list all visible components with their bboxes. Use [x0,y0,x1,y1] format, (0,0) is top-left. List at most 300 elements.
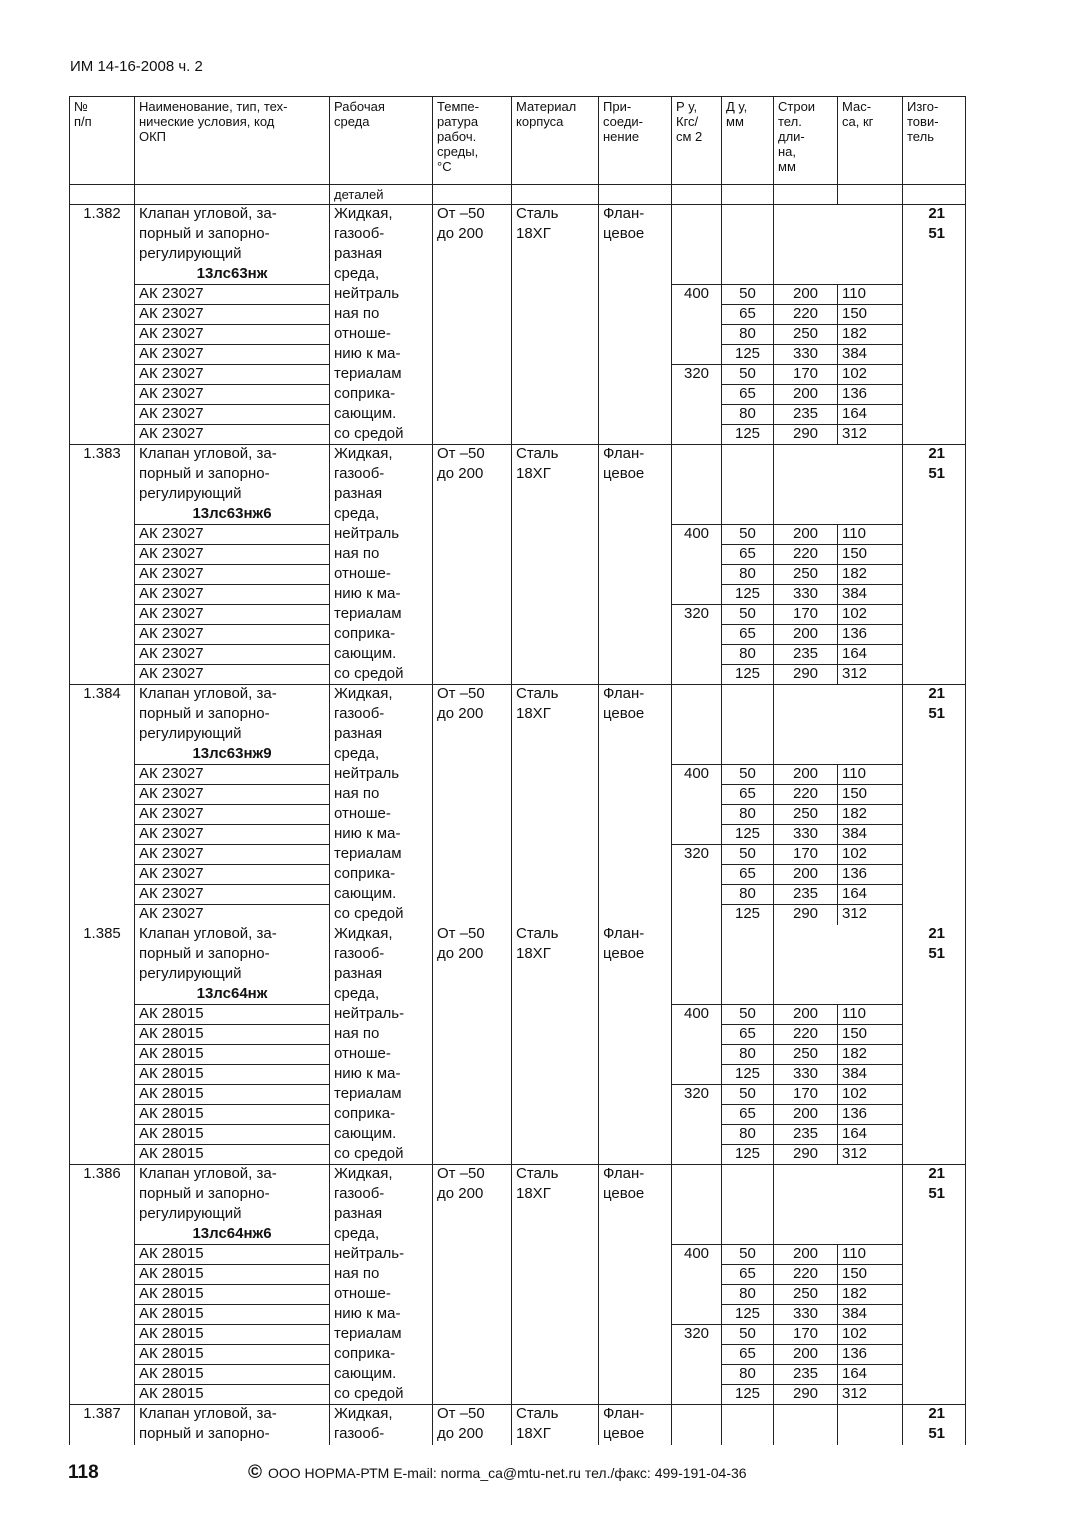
table-row [70,1105,966,1125]
item-diameter: 50 [722,525,774,545]
item-length: 200 [774,1005,838,1025]
item-title-line: порный и запорно- [135,1425,330,1445]
item-length: 170 [774,605,838,625]
item-okp-code: АК 23027 [135,365,330,385]
item-diameter: 125 [722,1305,774,1325]
table-header-row [70,97,966,185]
table-row [70,1185,966,1205]
item-diameter: 65 [722,1105,774,1125]
col-header-maker: Изго- тови- тель [903,97,966,185]
item-length: 200 [774,385,838,405]
item-diameter: 80 [722,565,774,585]
item-connection: цевое [599,1185,672,1205]
item-okp-code: АК 23027 [135,765,330,785]
item-okp-code: АК 28015 [135,1345,330,1365]
item-okp-code: АК 23027 [135,885,330,905]
item-pressure: 400 [672,285,722,305]
item-pressure [672,1025,722,1045]
document-header: ИМ 14-16-2008 ч. 2 [70,58,203,75]
item-diameter: 65 [722,1345,774,1365]
col-header-py: Р у, Кгс/ см 2 [672,97,722,185]
table-row [70,545,966,565]
item-medium-line: сающим. [330,405,433,425]
table-row [70,325,966,345]
table-row [70,785,966,805]
item-medium-line: среда, [330,985,433,1005]
item-okp-code: АК 23027 [135,605,330,625]
table-row [70,1345,966,1365]
item-model: 13лс63нж9 [135,745,330,765]
item-mass: 164 [838,1125,903,1145]
table-row [70,245,966,265]
item-medium-line: Жидкая, [330,1405,433,1425]
item-medium-line: Жидкая, [330,445,433,465]
item-length: 220 [774,1025,838,1045]
item-number: 1.384 [70,685,135,705]
item-okp-code: АК 23027 [135,665,330,685]
item-medium-line: ная по [330,1265,433,1285]
item-medium-line: сающим. [330,885,433,905]
table-row [70,1425,966,1445]
item-temperature: От –50 [433,1405,512,1425]
table-row [70,1005,966,1025]
item-medium-line: Жидкая, [330,925,433,945]
item-okp-code: АК 23027 [135,845,330,865]
item-mass: 136 [838,865,903,885]
item-mass: 164 [838,885,903,905]
valve-catalog-table [69,96,966,1445]
item-okp-code: АК 23027 [135,525,330,545]
table-row [70,1025,966,1045]
item-length: 250 [774,565,838,585]
item-material: 18ХГ [512,1185,599,1205]
item-diameter: 80 [722,1365,774,1385]
item-length: 235 [774,885,838,905]
carry-over-row [70,185,966,205]
table-row [70,1285,966,1305]
item-medium-line: газооб- [330,705,433,725]
item-medium-line: териалам [330,845,433,865]
item-length: 200 [774,1345,838,1365]
item-medium-line: соприка- [330,1105,433,1125]
item-model: 13лс63нж [135,265,330,285]
item-model: 13лс63нж6 [135,505,330,525]
item-okp-code: АК 23027 [135,305,330,325]
item-temperature: до 200 [433,1185,512,1205]
item-medium-line: териалам [330,605,433,625]
item-okp-code: АК 28015 [135,1365,330,1385]
table-row [70,1305,966,1325]
item-diameter: 125 [722,825,774,845]
table-row [70,345,966,365]
item-diameter: 125 [722,905,774,925]
item-length: 220 [774,545,838,565]
item-medium-line: нию к ма- [330,585,433,605]
item-mass: 384 [838,825,903,845]
item-medium-line: Жидкая, [330,1165,433,1185]
item-okp-code: АК 23027 [135,325,330,345]
table-body [70,205,966,1445]
item-length: 290 [774,665,838,685]
item-title-line: порный и запорно- [135,1185,330,1205]
table-row [70,1165,966,1185]
table-row [70,985,966,1005]
item-number: 1.386 [70,1165,135,1185]
item-diameter: 65 [722,785,774,805]
item-mass: 384 [838,1305,903,1325]
item-pressure [672,585,722,605]
item-pressure [672,1065,722,1085]
table-row [70,1365,966,1385]
item-medium-line: нейтраль [330,765,433,785]
item-mass: 312 [838,905,903,925]
item-diameter: 125 [722,665,774,685]
item-pressure: 320 [672,845,722,865]
item-length: 220 [774,1265,838,1285]
item-pressure [672,1365,722,1385]
table-row [70,825,966,845]
item-connection: Флан- [599,445,672,465]
item-okp-code: АК 28015 [135,1065,330,1085]
item-length: 330 [774,1065,838,1085]
table-row [70,1205,966,1225]
table-row [70,665,966,685]
col-header-length: Строи тел. дли- на, мм [774,97,838,185]
item-length: 330 [774,825,838,845]
item-diameter: 50 [722,1005,774,1025]
item-title-line: порный и запорно- [135,225,330,245]
item-mass: 136 [838,1105,903,1125]
item-medium-line: соприка- [330,865,433,885]
item-pressure: 400 [672,1005,722,1025]
item-mass: 312 [838,1385,903,1405]
item-medium-line: разная [330,725,433,745]
col-header-medium: Рабочая среда [330,97,433,185]
item-diameter: 125 [722,425,774,445]
item-mass: 102 [838,605,903,625]
item-mass: 110 [838,285,903,305]
item-mass: 110 [838,525,903,545]
item-connection: Флан- [599,1405,672,1425]
item-medium-line: отноше- [330,1045,433,1065]
item-medium-line: разная [330,485,433,505]
item-okp-code: АК 23027 [135,425,330,445]
item-material: Сталь [512,925,599,945]
item-maker: 51 [903,465,966,485]
item-maker: 51 [903,1185,966,1205]
item-maker: 51 [903,1425,966,1445]
item-medium-line: со средой [330,665,433,685]
table-row [70,1245,966,1265]
item-pressure [672,1105,722,1125]
item-diameter: 80 [722,645,774,665]
item-okp-code: АК 23027 [135,585,330,605]
item-title-line: Клапан угловой, за- [135,205,330,225]
item-medium-line: соприка- [330,1345,433,1365]
item-maker: 51 [903,225,966,245]
item-diameter: 80 [722,885,774,905]
item-maker: 21 [903,1405,966,1425]
item-length: 220 [774,785,838,805]
item-medium-line: ная по [330,305,433,325]
item-medium-line: среда, [330,505,433,525]
item-number: 1.387 [70,1405,135,1425]
item-material: 18ХГ [512,705,599,725]
item-pressure [672,305,722,325]
table-row [70,465,966,485]
item-pressure [672,1385,722,1405]
item-medium-line: Жидкая, [330,685,433,705]
item-pressure [672,805,722,825]
item-length: 200 [774,1105,838,1125]
item-okp-code: АК 23027 [135,645,330,665]
table-row [70,525,966,545]
item-medium-line: отноше- [330,805,433,825]
item-medium-line: отноше- [330,1285,433,1305]
item-title-line: Клапан угловой, за- [135,1165,330,1185]
item-length: 330 [774,345,838,365]
table-row [70,605,966,625]
item-pressure [672,905,722,925]
item-medium-line: нию к ма- [330,825,433,845]
item-medium-line: газооб- [330,1425,433,1445]
item-mass: 150 [838,1265,903,1285]
item-title-line: порный и запорно- [135,945,330,965]
item-length: 290 [774,1145,838,1165]
item-medium-line: ная по [330,1025,433,1045]
table-row [70,705,966,725]
item-mass: 384 [838,1065,903,1085]
item-medium-line: ная по [330,545,433,565]
item-mass: 312 [838,425,903,445]
item-material: Сталь [512,1165,599,1185]
item-mass: 182 [838,1285,903,1305]
item-medium-line: Жидкая, [330,205,433,225]
item-length: 220 [774,305,838,325]
item-length: 170 [774,365,838,385]
footer-contact [248,1462,747,1484]
table-row [70,385,966,405]
item-number: 1.382 [70,205,135,225]
item-length: 290 [774,425,838,445]
table-row [70,1045,966,1065]
table-row [70,725,966,745]
item-pressure [672,1345,722,1365]
item-medium-line: со средой [330,1145,433,1165]
item-diameter: 50 [722,1085,774,1105]
item-diameter: 80 [722,1125,774,1145]
item-material: 18ХГ [512,945,599,965]
item-diameter: 65 [722,1265,774,1285]
item-okp-code: АК 28015 [135,1085,330,1105]
table-row [70,565,966,585]
footer-text: ООО НОРМА-РТМ E-mail: norma_ca@mtu-net.ru тел./факс: 499-191-04-36 [268,1465,747,1481]
item-medium-line: со средой [330,1385,433,1405]
item-title-line: регулирующий [135,965,330,985]
item-maker: 51 [903,705,966,725]
table-row [70,685,966,705]
item-length: 235 [774,405,838,425]
item-mass: 182 [838,805,903,825]
item-okp-code: АК 23027 [135,625,330,645]
item-pressure [672,885,722,905]
item-pressure [672,325,722,345]
item-medium-line: нию к ма- [330,1305,433,1325]
item-model: 13лс64нж6 [135,1225,330,1245]
item-medium-line: териалам [330,1085,433,1105]
item-mass: 102 [838,1085,903,1105]
item-okp-code: АК 28015 [135,1105,330,1125]
item-medium-line: среда, [330,265,433,285]
item-temperature: От –50 [433,685,512,705]
item-model: 13лс64нж [135,985,330,1005]
table-row [70,865,966,885]
item-mass: 110 [838,765,903,785]
item-maker: 21 [903,685,966,705]
item-diameter: 65 [722,545,774,565]
item-length: 330 [774,585,838,605]
item-length: 200 [774,285,838,305]
item-pressure [672,565,722,585]
item-pressure [672,865,722,885]
item-temperature: до 200 [433,1425,512,1445]
item-medium-line: соприка- [330,625,433,645]
item-okp-code: АК 23027 [135,405,330,425]
item-okp-code: АК 23027 [135,905,330,925]
item-pressure [672,1045,722,1065]
item-mass: 164 [838,405,903,425]
table-row [70,285,966,305]
item-medium-line: сающим. [330,1125,433,1145]
item-medium-line: нейтраль [330,525,433,545]
item-temperature: до 200 [433,705,512,725]
item-okp-code: АК 23027 [135,865,330,885]
item-title-line: Клапан угловой, за- [135,685,330,705]
item-diameter: 80 [722,405,774,425]
item-diameter: 50 [722,605,774,625]
item-connection: Флан- [599,1165,672,1185]
col-header-num: № п/п [70,97,135,185]
item-length: 200 [774,865,838,885]
item-title-line: Клапан угловой, за- [135,1405,330,1425]
item-okp-code: АК 28015 [135,1025,330,1045]
item-pressure [672,1125,722,1145]
item-mass: 150 [838,545,903,565]
item-okp-code: АК 23027 [135,385,330,405]
item-length: 330 [774,1305,838,1325]
item-title-line: регулирующий [135,245,330,265]
item-title-line: Клапан угловой, за- [135,445,330,465]
item-diameter: 50 [722,1245,774,1265]
item-diameter: 65 [722,1025,774,1045]
item-number: 1.385 [70,925,135,945]
item-medium-line: нию к ма- [330,345,433,365]
table-row [70,1265,966,1285]
item-length: 235 [774,1365,838,1385]
table-row [70,765,966,785]
item-length: 235 [774,645,838,665]
col-header-connection: При- соеди- нение [599,97,672,185]
item-medium-line: газооб- [330,465,433,485]
item-diameter: 80 [722,1045,774,1065]
item-pressure: 320 [672,1085,722,1105]
item-pressure [672,665,722,685]
item-mass: 182 [838,565,903,585]
col-header-material: Материал корпуса [512,97,599,185]
item-connection: Флан- [599,685,672,705]
item-medium-line: отноше- [330,565,433,585]
col-header-dy: Д у, мм [722,97,774,185]
item-mass: 110 [838,1005,903,1025]
table-row [70,905,966,925]
item-medium-line: отноше- [330,325,433,345]
item-mass: 384 [838,585,903,605]
page-number: 118 [68,1462,99,1483]
table-row [70,1405,966,1425]
item-mass: 164 [838,645,903,665]
item-okp-code: АК 23027 [135,545,330,565]
item-medium-line: среда, [330,1225,433,1245]
item-diameter: 65 [722,305,774,325]
item-number: 1.383 [70,445,135,465]
table-row [70,1385,966,1405]
table-row [70,425,966,445]
item-diameter: 125 [722,1065,774,1085]
carry-over-medium: деталей [330,185,433,205]
item-length: 250 [774,805,838,825]
item-diameter: 65 [722,625,774,645]
table-row [70,405,966,425]
item-medium-line: териалам [330,365,433,385]
table-row [70,505,966,525]
item-diameter: 80 [722,805,774,825]
item-title-line: регулирующий [135,725,330,745]
item-mass: 110 [838,1245,903,1265]
item-length: 200 [774,525,838,545]
table-row [70,485,966,505]
item-pressure: 400 [672,1245,722,1265]
item-pressure [672,425,722,445]
item-temperature: От –50 [433,1165,512,1185]
item-medium-line: среда, [330,745,433,765]
item-diameter: 125 [722,345,774,365]
item-temperature: От –50 [433,205,512,225]
item-material: Сталь [512,685,599,705]
item-pressure: 400 [672,765,722,785]
item-okp-code: АК 28015 [135,1045,330,1065]
item-maker: 51 [903,945,966,965]
item-material: Сталь [512,1405,599,1425]
item-title-line: Клапан угловой, за- [135,925,330,945]
item-diameter: 65 [722,385,774,405]
copyright-icon: © [248,1462,262,1483]
item-material: Сталь [512,445,599,465]
table-row [70,1085,966,1105]
item-pressure [672,1145,722,1165]
item-mass: 136 [838,385,903,405]
item-medium-line: газооб- [330,945,433,965]
item-temperature: до 200 [433,945,512,965]
item-connection: цевое [599,945,672,965]
table-row [70,945,966,965]
table-row [70,645,966,665]
item-pressure: 320 [672,605,722,625]
item-okp-code: АК 28015 [135,1285,330,1305]
item-medium-line: со средой [330,905,433,925]
item-diameter: 80 [722,1285,774,1305]
item-length: 200 [774,765,838,785]
item-mass: 102 [838,1325,903,1345]
